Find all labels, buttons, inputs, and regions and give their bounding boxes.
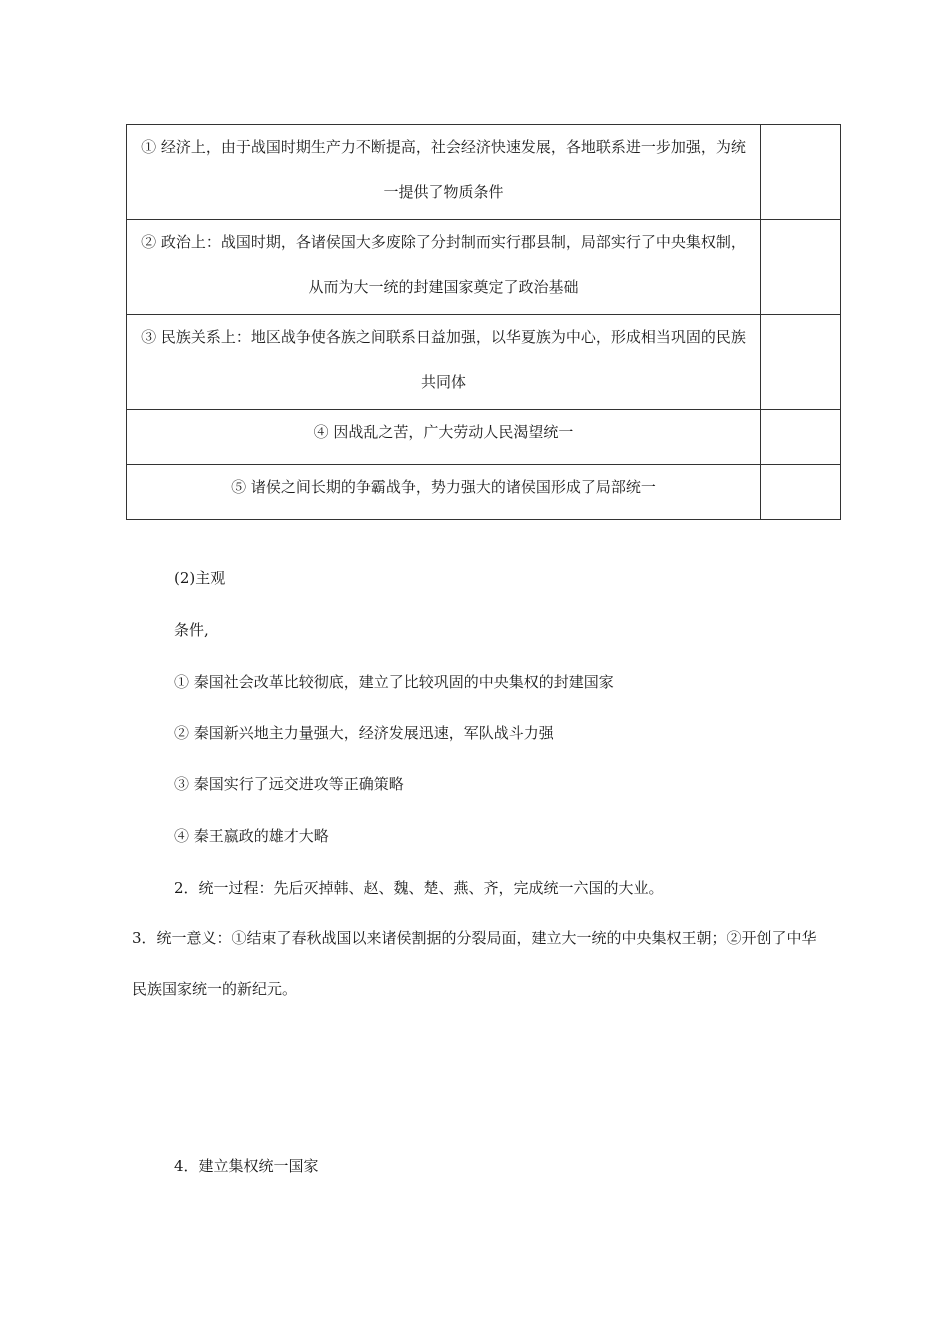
table-row bbox=[127, 125, 841, 220]
table-row bbox=[127, 410, 841, 465]
list-item: ① 秦国社会改革比较彻底，建立了比较巩固的中央集权的封建国家 bbox=[174, 673, 614, 691]
section-4-heading: 4．建立集权统一国家 bbox=[174, 1157, 319, 1175]
unification-significance: 3．统一意义：①结束了春秋战国以来诸侯割据的分裂局面，建立大一统的中央集权王朝；②开创了中华民族国家统一的新纪元。 bbox=[132, 929, 817, 998]
table-cell: ⑤ 诸侯之间长期的争霸战争，势力强大的诸侯国形成了局部统一 bbox=[127, 465, 761, 520]
table-cell: ① 经济上，由于战国时期生产力不断提高，社会经济快速发展，各地联系进一步加强，为统一提供了物质条件 bbox=[127, 125, 761, 220]
table-cell-empty bbox=[761, 220, 841, 315]
unification-process: 2．统一过程：先后灭掉韩、赵、魏、楚、燕、齐，完成统一六国的大业。 bbox=[174, 879, 664, 897]
table-cell-empty bbox=[761, 125, 841, 220]
table-row bbox=[127, 465, 841, 520]
table-cell-empty bbox=[761, 315, 841, 410]
table-cell: ④ 因战乱之苦，广大劳动人民渴望统一 bbox=[127, 410, 761, 465]
table-row bbox=[127, 315, 841, 410]
table-cell-empty bbox=[761, 410, 841, 465]
subjective-heading: (2)主观 bbox=[174, 569, 226, 587]
list-item: ④ 秦王嬴政的雄才大略 bbox=[174, 827, 329, 845]
table-cell: ③ 民族关系上：地区战争使各族之间联系日益加强，以华夏族为中心，形成相当巩固的民族共同体 bbox=[127, 315, 761, 410]
list-item: ③ 秦国实行了远交进攻等正确策略 bbox=[174, 775, 404, 793]
table-cell: ② 政治上：战国时期，各诸侯国大多废除了分封制而实行郡县制，局部实行了中央集权制，从而为大一统的封建国家奠定了政治基础 bbox=[127, 220, 761, 315]
conditions-table bbox=[126, 124, 841, 520]
table-row bbox=[127, 220, 841, 315]
table-cell-empty bbox=[761, 465, 841, 520]
conditions-label: 条件, bbox=[174, 621, 209, 639]
list-item: ② 秦国新兴地主力量强大，经济发展迅速，军队战斗力强 bbox=[174, 724, 554, 742]
